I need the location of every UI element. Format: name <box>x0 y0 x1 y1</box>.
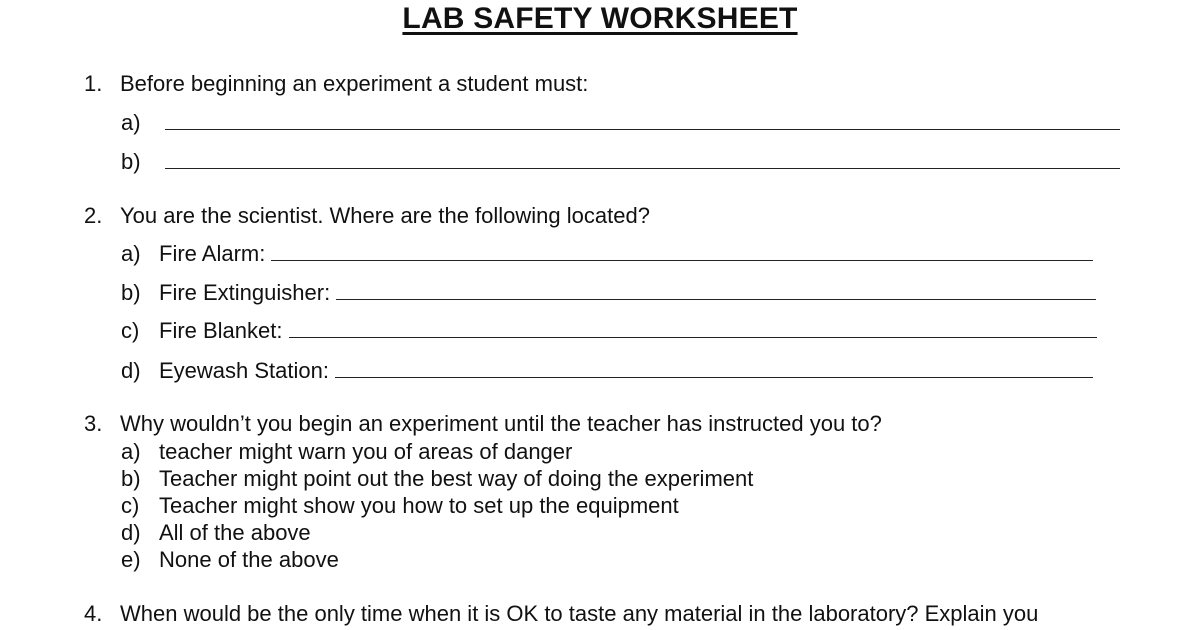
choice-3e <box>121 547 339 573</box>
question-number: 2. <box>84 203 103 228</box>
answer-item-2d <box>121 358 1093 384</box>
choice-3c <box>121 493 679 519</box>
choice-text: teacher might warn you of areas of danger <box>159 439 573 464</box>
question-text: Why wouldn’t you begin an experiment until the teacher has instructed you to? <box>120 411 882 436</box>
worksheet-title: LAB SAFETY WORKSHEET <box>402 2 798 35</box>
item-letter: a) <box>121 241 141 266</box>
item-letter: c) <box>121 493 140 518</box>
question-1 <box>84 71 588 97</box>
choice-text: None of the above <box>159 547 339 572</box>
question-number: 3. <box>84 411 103 436</box>
answer-blank[interactable] <box>289 319 1097 338</box>
item-letter: a) <box>121 439 141 464</box>
question-4 <box>84 601 1038 627</box>
item-text: Fire Alarm: <box>159 241 266 266</box>
question-text: Before beginning an experiment a student must: <box>120 71 589 96</box>
item-letter: a) <box>121 110 141 135</box>
question-text: When would be the only time when it is OK to taste any material in the laboratory? Explain you <box>120 601 1039 626</box>
item-text: Eyewash Station: <box>159 358 329 383</box>
item-letter: e) <box>121 547 141 572</box>
question-2 <box>84 203 650 229</box>
answer-item-2b <box>121 280 1096 306</box>
answer-blank[interactable] <box>335 359 1093 378</box>
answer-item-1a <box>121 110 1120 136</box>
item-letter: c) <box>121 318 140 343</box>
answer-blank[interactable] <box>336 281 1096 300</box>
question-3 <box>84 411 882 437</box>
item-letter: d) <box>121 520 141 545</box>
choice-text: Teacher might point out the best way of doing the experiment <box>159 466 754 491</box>
item-text: Fire Extinguisher: <box>159 280 331 305</box>
choice-3d <box>121 520 311 546</box>
answer-blank[interactable] <box>271 242 1093 261</box>
question-text: You are the scientist. Where are the following located? <box>120 203 650 228</box>
answer-item-2a <box>121 241 1093 267</box>
choice-text: All of the above <box>159 520 311 545</box>
item-text: Fire Blanket: <box>159 318 283 343</box>
answer-blank[interactable] <box>165 150 1120 169</box>
item-letter: b) <box>121 280 141 305</box>
answer-item-1b <box>121 149 1120 175</box>
question-number: 4. <box>84 601 103 626</box>
question-number: 1. <box>84 71 103 96</box>
item-letter: b) <box>121 149 141 174</box>
choice-3b <box>121 466 753 492</box>
choice-3a <box>121 439 572 465</box>
item-letter: d) <box>121 358 141 383</box>
choice-text: Teacher might show you how to set up the equipment <box>159 493 679 518</box>
item-letter: b) <box>121 466 141 491</box>
answer-blank[interactable] <box>165 111 1120 130</box>
answer-item-2c <box>121 318 1097 344</box>
